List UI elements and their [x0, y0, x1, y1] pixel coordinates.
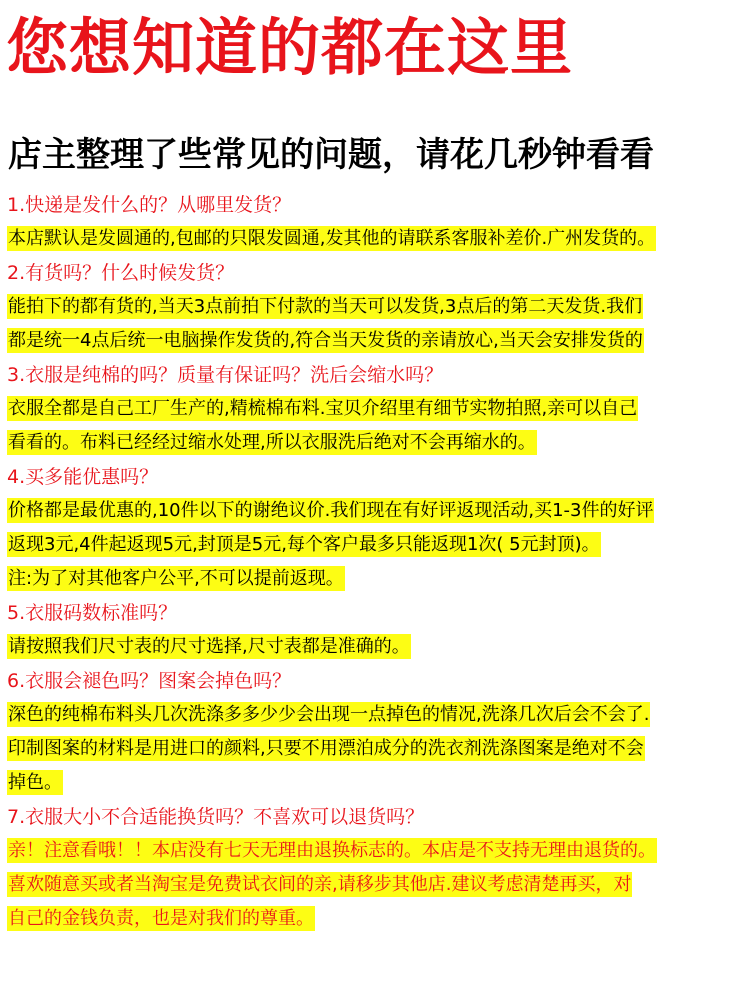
- faq-question: 2.有货吗？什么时候发货？: [7, 262, 235, 284]
- faq-question: 7.衣服大小不合适能换货吗？不喜欢可以退货吗？: [7, 806, 425, 828]
- highlighted-answer-text: 看看的。布料已经经过缩水处理,所以衣服洗后绝对不会再缩水的。: [8, 432, 536, 453]
- highlighted-answer-text: 注:为了对其他客户公平,不可以提前返现。: [8, 568, 344, 589]
- highlighted-answer-text: 返现3元,4件起返现5元,封顶是5元,每个客户最多只能返现1次( 5元封顶)。: [8, 534, 600, 555]
- highlighted-answer-text: 价格都是最优惠的,10件以下的谢绝议价.我们现在有好评返现活动,买1-3件的好评: [8, 500, 654, 521]
- faq-answer-line: [7, 834, 745, 868]
- faq-answer-line: [7, 528, 745, 562]
- highlighted-answer-text: 请按照我们尺寸表的尺寸选择,尺寸表都是准确的。: [8, 636, 410, 657]
- highlighted-answer-text: 能拍下的都有货的,当天3点前拍下付款的当天可以发货,3点后的第二天发货.我们: [8, 296, 643, 317]
- highlighted-answer-text: 喜欢随意买或者当淘宝是免费试衣间的亲,请移步其他店.建议考虑清楚再买，对: [8, 874, 632, 895]
- faq-question: 5.衣服码数标准吗？: [7, 602, 178, 624]
- faq-answer-line: [7, 426, 745, 460]
- highlighted-answer-text: 衣服全都是自己工厂生产的,精梳棉布料.宝贝介绍里有细节实物拍照,亲可以自己: [8, 398, 638, 419]
- faq-answer-line: [7, 732, 745, 766]
- faq-question: 6.衣服会褪色吗？图案会掉色吗？: [7, 670, 292, 692]
- faq-question: 1.快递是发什么的？从哪里发货？: [7, 194, 292, 216]
- highlighted-answer-text: 掉色。: [8, 772, 62, 793]
- faq-answer-line: [7, 222, 745, 256]
- highlighted-answer-text: 都是统一4点后统一电脑操作发货的,符合当天发货的亲请放心,当天会安排发货的: [8, 330, 643, 351]
- faq-answer-line: [7, 392, 745, 426]
- highlighted-answer-text: 印制图案的材料是用进口的颜料,只要不用漂泊成分的洗衣剂洗涤图案是绝对不会: [8, 738, 644, 759]
- faq-answer-line: [7, 766, 745, 800]
- faq-answer-line: [7, 290, 745, 324]
- faq-answer-line: [7, 494, 745, 528]
- page-title: 您想知道的都在这里: [6, 11, 574, 84]
- faq-answer-line: [7, 562, 745, 596]
- faq-list: [7, 188, 745, 936]
- faq-answer-line: [7, 698, 745, 732]
- faq-question: 3.衣服是纯棉的吗？质量有保证吗？洗后会缩水吗？: [7, 364, 444, 386]
- highlighted-answer-text: 深色的纯棉布料头几次洗涤多多少少会出现一点掉色的情况,洗涤几次后会不会了.: [8, 704, 650, 725]
- faq-answer-line: [7, 324, 745, 358]
- faq-answer-line: [7, 630, 745, 664]
- faq-answer-line: [7, 902, 745, 936]
- highlighted-answer-text: 亲！注意看哦！！本店没有七天无理由退换标志的。本店是不支持无理由退货的。: [8, 840, 656, 861]
- page-subtitle: 店主整理了些常见的问题，请花几秒钟看看: [8, 135, 654, 175]
- faq-question: 4.买多能优惠吗？: [7, 466, 159, 488]
- faq-answer-line: [7, 868, 745, 902]
- highlighted-answer-text: 自己的金钱负责，也是对我们的尊重。: [8, 908, 314, 929]
- highlighted-answer-text: 本店默认是发圆通的,包邮的只限发圆通,发其他的请联系客服补差价.广州发货的。: [8, 228, 656, 249]
